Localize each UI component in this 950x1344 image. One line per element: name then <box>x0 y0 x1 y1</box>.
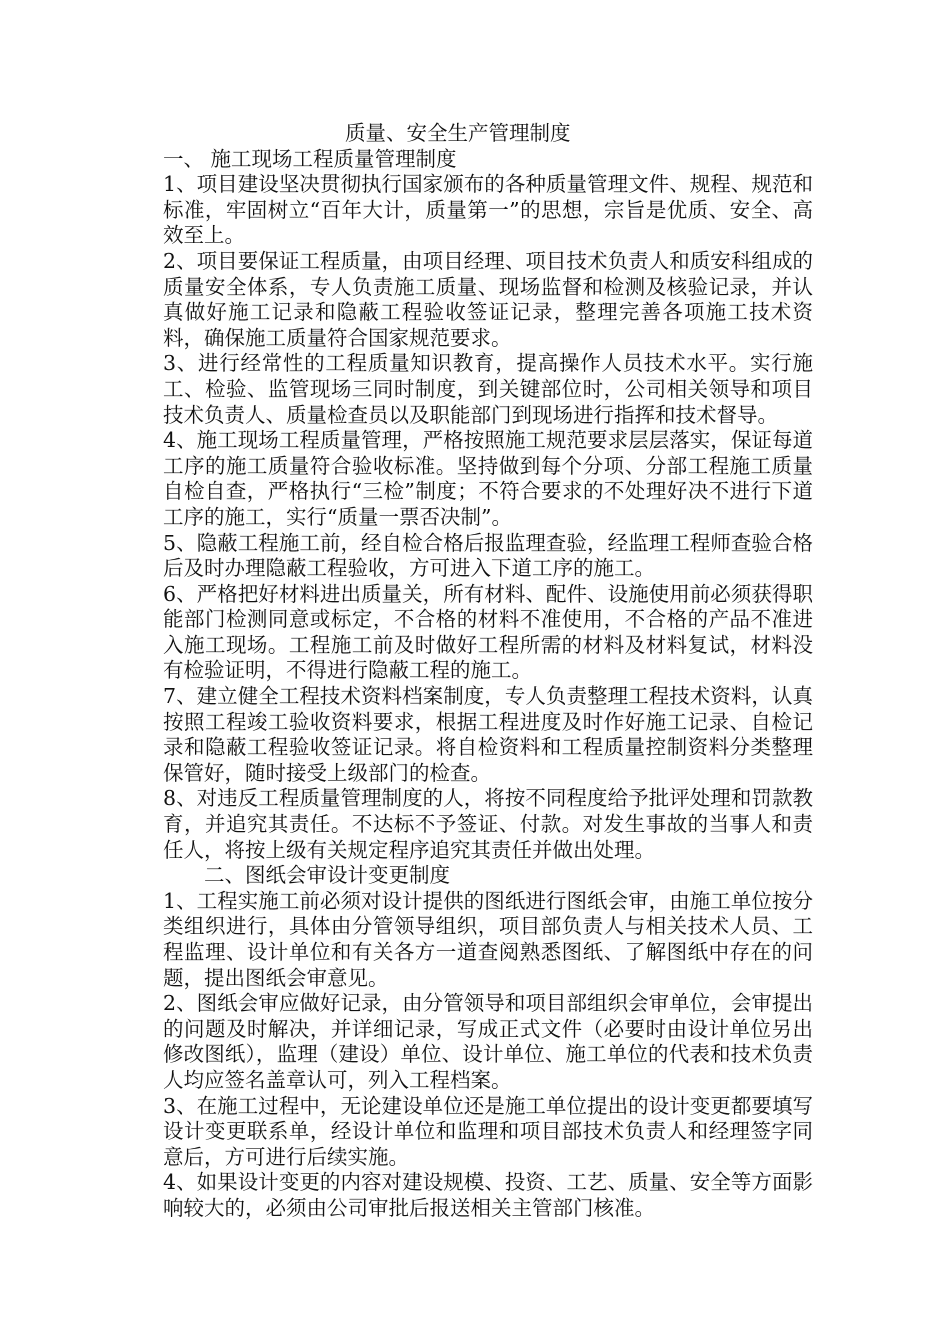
page-title: 质量、安全生产管理制度 <box>345 121 571 145</box>
document-body <box>163 121 813 1222</box>
quality-clause-6: 6、严格把好材料进出质量关，所有材料、配件、设施使用前必须获得职能部门检测同意或标定，不合格的材料不准使用，不合格的产品不准进入施工现场。工程施工前及时做好工程所需的材料及材料复试，材料没有检验证明，不得进行隐蔽工程的施工。 <box>163 581 813 683</box>
quality-clause-7: 7、建立健全工程技术资料档案制度，专人负责整理工程技术资料，认真按照工程竣工验收资料要求，根据工程进度及时作好施工记录、自检记录和隐蔽工程验收签证记录。将自检资料和工程质量控制资料分类整理保管好，随时接受上级部门的检查。 <box>163 684 813 785</box>
drawings-clause-1: 1、工程实施工前必须对设计提供的图纸进行图纸会审，由施工单位按分类组织进行，具体由分管领导组织，项目部负责人与相关技术人员、工程监理、设计单位和有关各方一道查阅熟悉图纸、了解图纸中存在的问题，提出图纸会审意见。 <box>163 888 813 990</box>
quality-clause-1: 1、项目建设坚决贯彻执行国家颁布的各种质量管理文件、规程、规范和标准，牢固树立“百年大计，质量第一”的思想，宗旨是优质、安全、高效至上。 <box>163 172 813 248</box>
quality-clause-3: 3、进行经常性的工程质量知识教育，提高操作人员技术水平。实行施工、检验、监管现场三同时制度，到关键部位时，公司相关领导和项目技术负责人、质量检查员以及职能部门到现场进行指挥和技术督导。 <box>163 351 813 427</box>
drawings-clause-3: 3、在施工过程中，无论建设单位还是施工单位提出的设计变更都要填写设计变更联系单，经设计单位和监理和项目部技术负责人和经理签字同意后，方可进行后续实施。 <box>163 1093 813 1169</box>
quality-clause-8: 8、对违反工程质量管理制度的人，将按不同程度给予批评处理和罚款教育，并追究其责任。不达标不予签证、付款。对发生事故的当事人和责任人，将按上级有关规定程序追究其责任并做出处理。 <box>163 786 813 862</box>
drawings-clause-4: 4、如果设计变更的内容对建设规模、投资、工艺、质量、安全等方面影响较大的，必须由公司审批后报送相关主管部门核准。 <box>163 1170 813 1220</box>
quality-clause-4: 4、施工现场工程质量管理，严格按照施工规范要求层层落实，保证每道工序的施工质量符合验收标准。坚持做到每个分项、分部工程施工质量自检自查，严格执行“三检”制度；不符合要求的不处理好决不进行下道工序的施工，实行“质量一票否决制”。 <box>163 428 813 529</box>
section-heading-drawings: 二、图纸会审设计变更制度 <box>204 863 450 888</box>
section-heading-quality: 一、 施工现场工程质量管理制度 <box>163 146 457 171</box>
drawings-clause-2: 2、图纸会审应做好记录，由分管领导和项目部组织会审单位，会审提出的问题及时解决，并详细记录，写成正式文件（必要时由设计单位另出修改图纸），监理（建设）单位、设计单位、施工单位的代表和技术负责人均应签名盖章认可，列入工程档案。 <box>163 991 813 1092</box>
quality-clause-2: 2、项目要保证工程质量，由项目经理、项目技术负责人和质安科组成的质量安全体系，专人负责施工质量、现场监督和检测及核验记录，并认真做好施工记录和隐蔽工程验收签证记录，整理完善各项施工技术资料，确保施工质量符合国家规范要求。 <box>163 248 813 350</box>
quality-clause-5: 5、隐蔽工程施工前，经自检合格后报监理查验，经监理工程师查验合格后及时办理隐蔽工程验收，方可进入下道工序的施工。 <box>163 530 813 581</box>
